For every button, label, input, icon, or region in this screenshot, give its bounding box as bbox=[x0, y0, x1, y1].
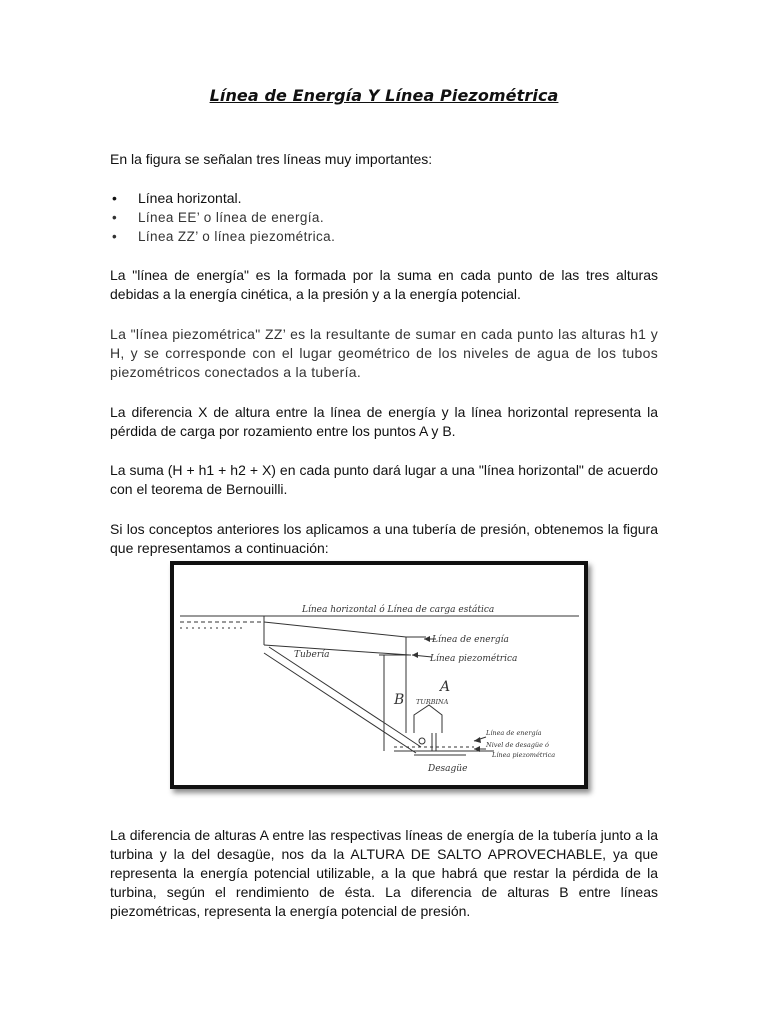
bullet-icon: • bbox=[112, 229, 118, 244]
bullet-icon: • bbox=[112, 210, 118, 225]
list-item bbox=[110, 189, 658, 208]
list-item-text: Línea EE’ o línea de energía. bbox=[138, 210, 324, 225]
label-b: B bbox=[394, 692, 405, 708]
paragraph-energy-line: La "línea de energía" es la formada por la suma en cada punto de las tres alturas debidas a la energía cinética, a la presión y a la energía potencial. bbox=[110, 267, 658, 302]
list-item bbox=[110, 227, 658, 246]
paragraph-piezometric-line: La "línea piezométrica" ZZ’ es la resultante de sumar en cada punto las alturas h1 y H, y se corresponde con el lugar geométrico de los niveles de agua de los tubos piezométricos conectados a la tubería. bbox=[110, 326, 658, 380]
label-piezometric-bottom: Línea piezométrica bbox=[492, 751, 556, 759]
paragraph-difference-x: La diferencia X de altura entre la línea de energía y la línea horizontal representa la pérdida de carga por rozamiento entre los puntos A y B. bbox=[110, 404, 658, 439]
label-tailrace-level: Nivel de desagüe ó bbox=[486, 741, 549, 749]
energy-line bbox=[264, 622, 406, 637]
piezometric-line bbox=[264, 645, 410, 655]
label-energy-line-bottom: Línea de energía bbox=[486, 729, 542, 737]
paragraph-bernouilli: La suma (H + h1 + h2 + X) en cada punto dará lugar a una "línea horizontal" de acuerdo con el teorema de Bernouilli. bbox=[110, 462, 658, 497]
pressure-pipe-figure bbox=[170, 561, 588, 789]
label-tailrace: Desagüe bbox=[428, 764, 468, 774]
label-energy-line: Línea de energía bbox=[432, 635, 509, 645]
list-item-text: Línea horizontal. bbox=[138, 190, 242, 206]
turbine-house bbox=[414, 705, 442, 733]
paragraph-conclusion: La diferencia de alturas A entre las respectivas líneas de energía de la tubería junto a la turbina y la del desagüe, nos da la ALTURA DE SALTO APROVECHABLE, ya que representa la energía potencial utilizable, a la que habrá que restar la pérdida de la turbina, según el rendimiento de ésta. La diferencia de alturas B entre líneas piezométricas, representa la energía potencial de presión. bbox=[110, 827, 658, 919]
label-penstock: Tubería bbox=[294, 650, 330, 660]
label-piezometric-line: Línea piezométrica bbox=[430, 654, 518, 664]
intro-paragraph: En la figura se señalan tres líneas muy importantes: bbox=[110, 151, 433, 167]
label-horizontal-line: Línea horizontal ó Línea de carga estática bbox=[302, 605, 495, 615]
bullet-icon: • bbox=[112, 190, 117, 206]
label-a: A bbox=[440, 679, 451, 695]
list-item bbox=[110, 208, 658, 227]
list-item-text: Línea ZZ’ o línea piezométrica. bbox=[138, 229, 336, 244]
arrow-head bbox=[474, 737, 481, 743]
arrow-head bbox=[412, 652, 418, 658]
label-turbine: TURBINA bbox=[416, 698, 449, 706]
page-title: Línea de Energía Y Línea Piezométrica bbox=[209, 86, 559, 105]
pressure-pipe-diagram bbox=[174, 565, 584, 785]
turbine-wheel bbox=[419, 738, 425, 744]
paragraph-pressure-pipe: Si los conceptos anteriores los aplicamos a una tubería de presión, obtenemos la figura que representamos a continuación: bbox=[110, 521, 658, 556]
bullet-list bbox=[110, 189, 658, 246]
